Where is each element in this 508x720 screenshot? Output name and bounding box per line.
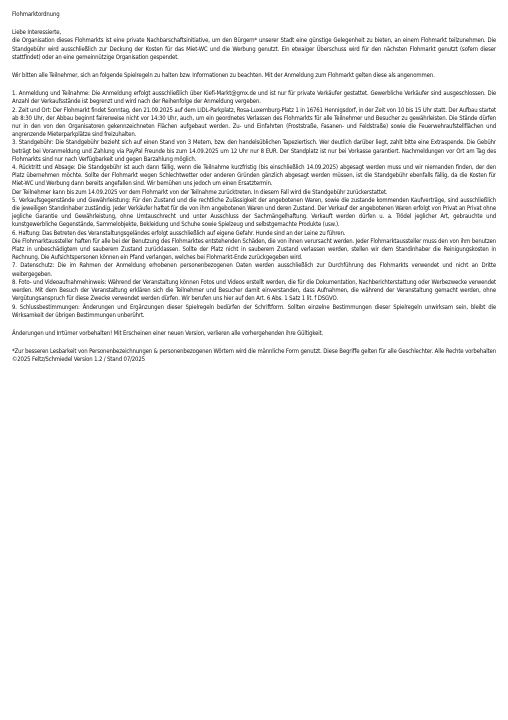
greeting: Liebe Interessierte, — [12, 29, 61, 37]
section-liability: 6. Haftung: Das Betreten des Veranstaltungsgeländes erfolgt ausschließlich auf eigene Gefahr. Hunde sind an der Leine zu führen. — [12, 229, 346, 237]
spacer — [12, 338, 496, 348]
section-final-provisions: 9. Schlussbestimmungen: Änderungen und Ergänzungen dieser Spielregeln bedürfen der Schriftform. Sollten einzelne Bestimmungen dieser Spielregeln unwirksam sein, bleibt die Wirksamkeit der übrigen Bestimmungen unberührt. — [12, 303, 496, 319]
section-goods-warranty: 5. Verkaufsgegenstände und Gewährleistung: Für den Zustand und die rechtliche Zulässigkeit der angebotenen Waren, sowie die zustande kommenden Kaufverträge, sind ausschließlich die jeweiligen Standinhaber zuständig. Jeder Verkäufer haftet für die von ihm angebotenen Waren und deren Zustand. Der Verkauf der angebotenen Waren erfolgt von Privat an Privat ohne jegliche Garantie und Gewährleistung, ohne Umtauschrecht und unter Ausschluss der Sachmängelhaftung. Verkauft werden dürfen u. a. Trödel jeglicher Art, gebrauchte und kunstgewerbliche Gegenstände, Sammelobjekte, Bekleidung und Schuhe sowie Spielzeug und selbstgemachte Produkte (usw.). — [12, 196, 496, 229]
footnote: *Zur besseren Lesbarkeit von Personenbezeichnungen & personenbezogenen Wörtern wird die männliche Form genutzt. Diese Begriffe gelten für alle Geschlechter. Alle Rechte vorbehalten ©2025 Feltz/Schmiedel Version 1.2 / Stand 07/2025 — [12, 348, 496, 364]
document-title: Flohmarktordnung — [12, 11, 60, 18]
spacer — [12, 62, 496, 72]
section-time-location: 2. Zeit und Ort: Der Flohmarkt findet Sonntag, den 21.09.2025 auf dem LIDL-Parkplatz, Rosa-Luxemburg-Platz 1 in 16761 Hennigsdorf, in der Zeit von 10 bis 15 Uhr statt. Der Aufbau startet ab 8:30 Uhr, der Abbau beginnt fairerweise nicht vor 14:30 Uhr, auch, um ein geordnetes Verlassen des Flohmarkts für alle Teilnehmer und Besucher zu gewährleisten. Die Stände dürfen nur in den von den Organisatoren gekennzeichneten Flächen aufgebaut werden. Zu- und Einfahrten (Froststraße, Fasanen- und Feldstraße) sowie die Feuerwehraufstellflächen und angrenzende Mieterparkplätze sind freizuhalten. — [12, 106, 496, 139]
section-stand-fee: 3. Standgebühr: Die Standgebühr bezieht sich auf einen Stand von 3 Metern, bzw. den handelsüblichen Tapeziertisch. Wer deutlich darüber liegt, zahlt bitte eine Extraspende. Die Gebühr beträgt bei Voranmeldung und Zahlung via PayPal Freunde bis zum 14.09.2025 um 12 Uhr nur 8 EUR. Der Standplatz ist nur bei Vorkasse garantiert. Nachmeldungen vor Ort am Tag des Flohmarkts sind nur nach Verfügbarkeit und gegen Barzahlung möglich. — [12, 139, 496, 163]
spacer — [12, 80, 496, 90]
section-photo-video: 8. Foto- und Videoaufnahmehinweis: Während der Veranstaltung können Fotos und Videos erstellt werden, die für die Dokumentation, Nachberichterstattung oder Werbezwecke verwendet werden. Mit dem Besuch der Veranstaltung erklären sich die Teilnehmer und Besucher damit einverstanden, dass Aufnahmen, die während der Veranstaltung gemacht werden, ohne Vergütungsanspruch für diese Zwecke verwendet werden dürfen. Wir berufen uns hier auf den Art. 6 Abs. 1 Satz 1 lit. f DSGVO. — [12, 278, 496, 303]
spacer — [12, 19, 496, 29]
rules-intro-paragraph: Wir bitten alle Teilnehmer, sich an folgende Spielregeln zu halten bzw. Informationen zu beachten. Mit der Anmeldung zum Flohmarkt gelten diese als angenommen. — [12, 72, 435, 80]
section-registration: 1. Anmeldung und Teilnahme: Die Anmeldung erfolgt ausschließlich über Kiefi-Markt@gmx.de und ist nur für private Verkäufer gestattet. Gewerbliche Verkäufer sind ausgeschlossen. Die Anzahl der Verkaufsstände ist begrenzt und wird nach der Reihenfolge der Anmeldung vergeben. — [12, 90, 496, 106]
disclaimer: Änderungen und Irrtümer vorbehalten! Mit Erscheinen einer neuen Version, verlieren alle vorhergehenden ihre Gültigkeit. — [12, 329, 324, 337]
spacer — [12, 320, 496, 330]
section-cancellation-refund: Der Teilnehmer kann bis zum 14.09.2025 vor dem Flohmarkt von der Teilnahme zurücktreten. In diesem Fall wird die Standgebühr zurückerstattet. — [12, 188, 388, 196]
section-liability-exhibitors: Die Flohmarktaussteller haften für alle bei der Benutzung des Flohmarktes entstehenden Schäden, die von ihnen verursacht werden. Jeder Flohmarktaussteller muss den von ihm benutzen Platz in unbeschädigtem und sauberem Zustand zurücklassen. Sollte der Platz nicht in sauberem Zustand verlassen werden, stellen wir dem Standinhaber die Reinigungskosten in Rechnung. Die Aufsichtspersonen können ein Pfand verlangen, welches bei Flohmarkt-Ende zurückgegeben wird. — [12, 237, 496, 262]
section-cancellation: 4. Rücktritt und Absage: Die Standgebühr ist auch dann fällig, wenn die Teilnahme kurzfristig (bis einschließlich 14.09.2025) abgesagt werden muss und wir niemanden finden, der den Platz übernehmen möchte. Sollte der Flohmarkt wegen Schlechtwetter oder anderen Gründen gänzlich abgesagt werden müssen, ist die Standgebühr ebenfalls fällig, da die Kosten für Miet-WC und Werbung dann bereits angefallen sind. Wir bemühen uns jedoch um einen Ersatztermin. — [12, 164, 496, 188]
intro-paragraph: die Organisation dieses Flohmarkts ist eine private Nachbarschaftsinitiative, um den Bürgern* unserer Stadt eine günstige Gelegenheit zu bieten, an einem Flohmarkt teilzunehmen. Die Standgebühr wird ausschließlich zur Deckung der Kosten für das Miet-WC und die Werbung genutzt. Ein etwaiger Überschuss wird für den nächsten Flohmarkt genutzt (sofern dieser stattfindet) oder an eine gemeinnützige Organisation gespendet. — [12, 37, 496, 61]
section-data-protection: 7. Datenschutz: Die im Rahmen der Anmeldung erhobenen personenbezogenen Daten werden ausschließlich zur Durchführung des Flohmarkts verwendet und nicht an Dritte weitergegeben. — [12, 262, 496, 278]
